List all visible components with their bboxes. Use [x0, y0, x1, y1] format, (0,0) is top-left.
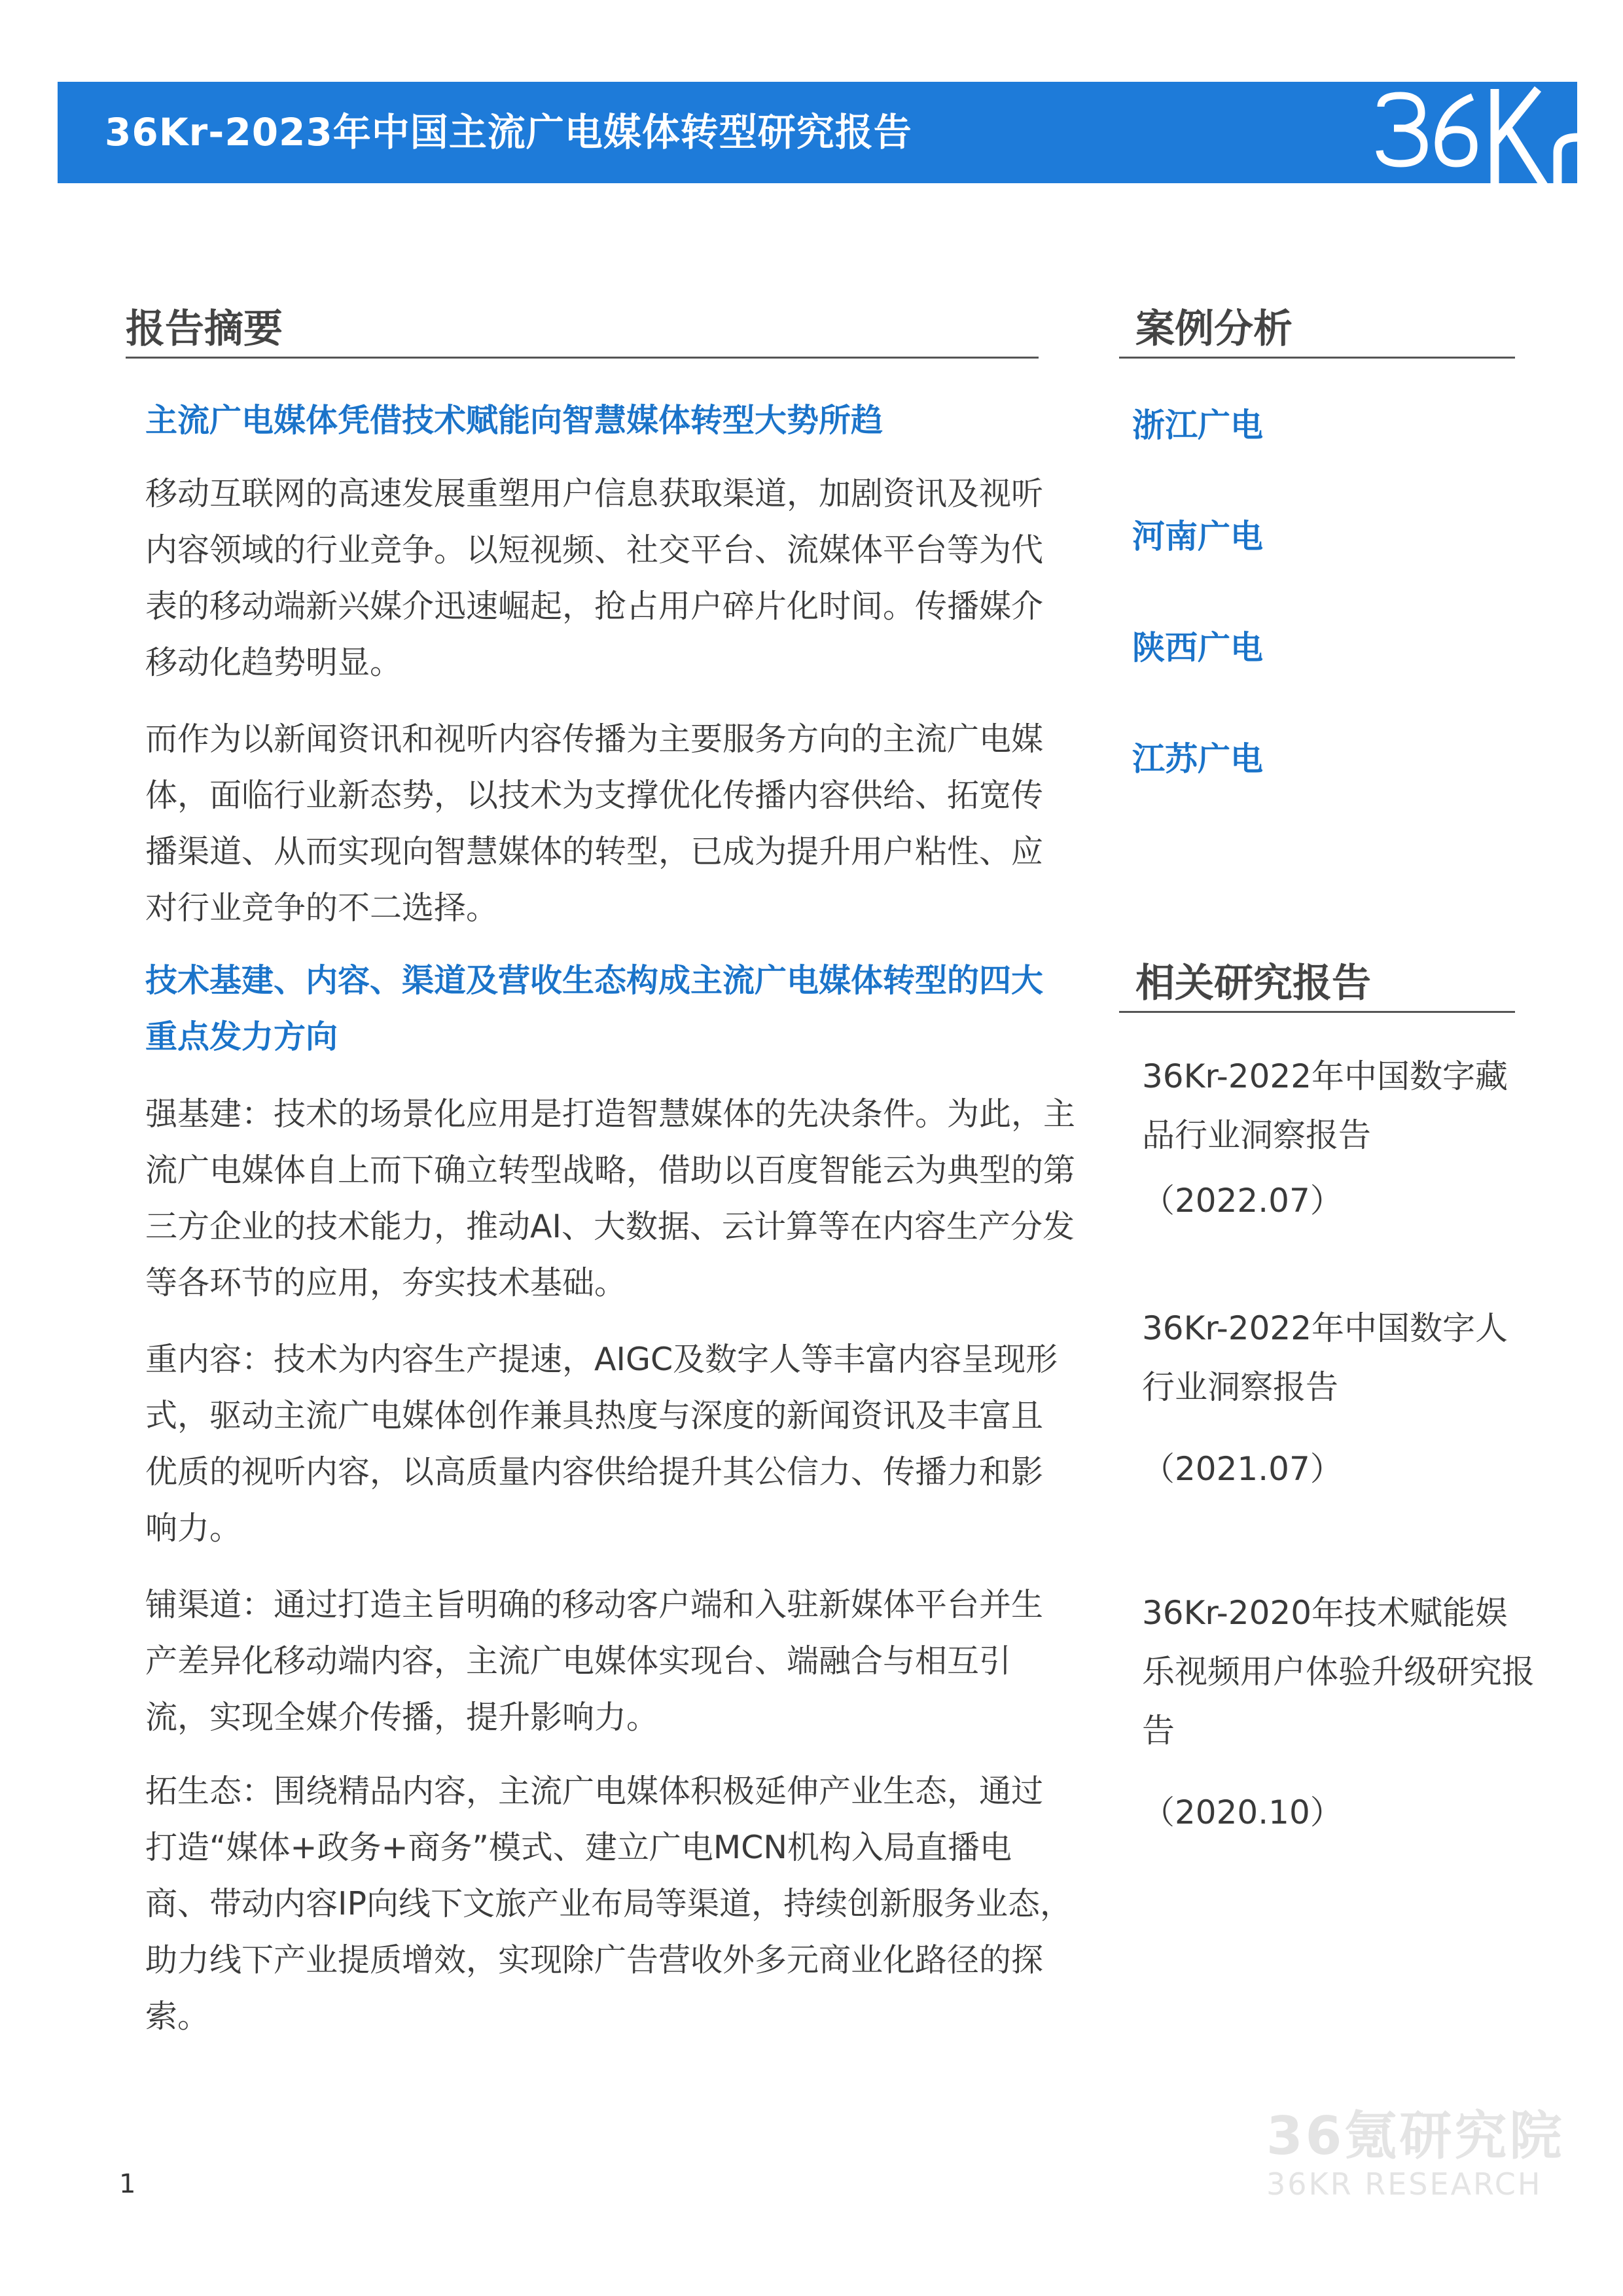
watermark-cn: 36氪研究院: [1266, 2106, 1565, 2166]
36kr-logo: [1374, 77, 1584, 188]
related-report-title[interactable]: 36Kr-2020年技术赋能娱乐视频用户体验升级研究报告: [1142, 1594, 1535, 1750]
case-henan[interactable]: 河南广电: [1132, 518, 1263, 556]
summary-heading: 报告摘要: [126, 306, 283, 352]
paragraph-infrastructure: 强基建：技术的场景化应用是打造智慧媒体的先决条件。为此，主流广电媒体自上而下确立转型战略，借助以百度智能云为典型的第三方企业的技术能力，推动AI、大数据、云计算等在内容生产分发等各环节的应用，夯实技术基础。: [145, 1095, 1076, 1301]
page-number: 1: [119, 2169, 136, 2199]
paragraph-ecosystem: 拓生态：围绕精品内容，主流广电媒体积极延伸产业生态，通过打造“媒体+政务+商务”模式、建立广电MCN机构入局直播电商、带动内容IP向线下文旅产业布局等渠道，持续创新服务业态，助力线下产业提质增效，实现除广告营收外多元商业化路径的探索。: [145, 1773, 1073, 2035]
watermark-en: 36KR RESEARCH: [1266, 2166, 1543, 2202]
paragraph-mobile-internet: 移动互联网的高速发展重塑用户信息获取渠道，加剧资讯及视听内容领域的行业竞争。以短视频、社交平台、流媒体平台等为代表的移动端新兴媒介迅速崛起，抢占用户碎片化时间。传播媒介移动化趋势明显。: [145, 475, 1044, 681]
subheading-trend: 主流广电媒体凭借技术赋能向智慧媒体转型大势所趋: [145, 402, 883, 439]
related-divider: [1119, 1011, 1515, 1013]
related-report-date: （2022.07）: [1142, 1182, 1343, 1220]
report-title: 36Kr-2023年中国主流广电媒体转型研究报告: [105, 110, 912, 154]
case-zhejiang[interactable]: 浙江广电: [1132, 406, 1263, 444]
summary-divider: [126, 357, 1039, 359]
paragraph-content: 重内容：技术为内容生产提速，AIGC及数字人等丰富内容呈现形式，驱动主流广电媒体创作兼具热度与深度的新闻资讯及丰富且优质的视听内容，以高质量内容供给提升其公信力、传播力和影响力。: [145, 1341, 1058, 1547]
related-report-date: （2020.10）: [1142, 1793, 1343, 1831]
cases-divider: [1119, 357, 1515, 359]
case-jiangsu[interactable]: 江苏广电: [1132, 740, 1263, 778]
cases-heading: 案例分析: [1135, 306, 1293, 352]
related-report-title[interactable]: 36Kr-2022年中国数字藏品行业洞察报告: [1142, 1057, 1508, 1154]
paragraph-transformation: 而作为以新闻资讯和视听内容传播为主要服务方向的主流广电媒体，面临行业新态势，以技术为支撑优化传播内容供给、拓宽传播渠道、从而实现向智慧媒体的转型，已成为提升用户粘性、应对行业竞争的不二选择。: [145, 720, 1044, 927]
paragraph-channels: 铺渠道：通过打造主旨明确的移动客户端和入驻新媒体平台并生产差异化移动端内容，主流广电媒体实现台、端融合与相互引流，实现全媒介传播，提升影响力。: [145, 1586, 1044, 1736]
related-heading: 相关研究报告: [1135, 961, 1371, 1006]
watermark: [1266, 2094, 1564, 2202]
related-report-title[interactable]: 36Kr-2022年中国数字人行业洞察报告: [1142, 1309, 1508, 1406]
subheading-four-directions: 技术基建、内容、渠道及营收生态构成主流广电媒体转型的四大重点发力方向: [145, 962, 1044, 1055]
case-shaanxi[interactable]: 陕西广电: [1132, 629, 1263, 667]
related-report-date: （2021.07）: [1142, 1450, 1343, 1488]
